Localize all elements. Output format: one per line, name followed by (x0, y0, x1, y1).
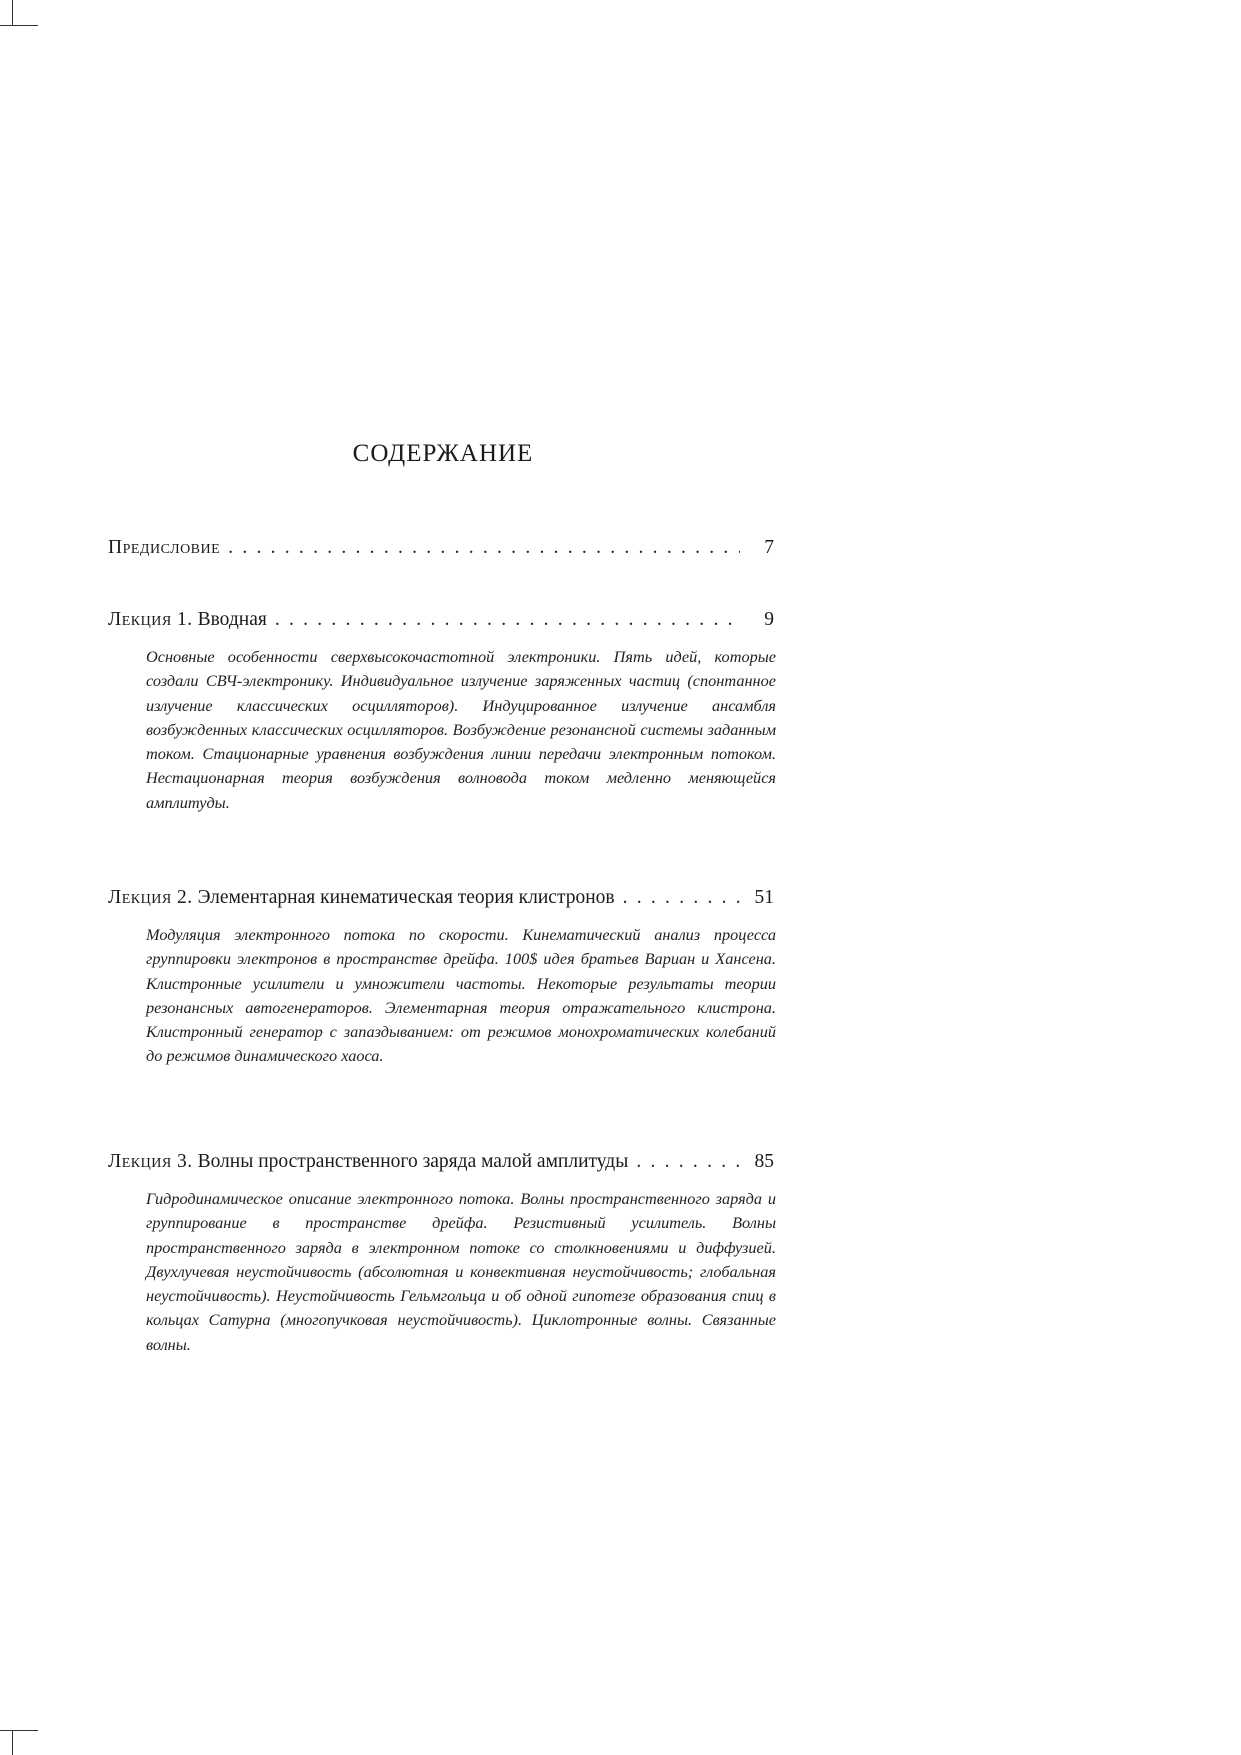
toc-entry-title: Волны пространственного заряда малой амплитуды (197, 1151, 629, 1172)
toc-entry-page-number: 9 (764, 609, 774, 630)
toc-leader-dots (275, 609, 740, 631)
toc-entry-title: Вводная (197, 609, 267, 630)
toc-entry-prefix: Предисловие (108, 537, 221, 558)
toc-entry-label (108, 609, 267, 631)
toc-entry-heading (108, 537, 774, 559)
toc-entry-heading (108, 887, 774, 909)
toc-entry-prefix: Лекция 2. (108, 887, 193, 908)
toc-entry-heading (108, 609, 774, 631)
toc-entry-description: Основные особенности сверхвысокочастотной электроники. Пять идей, которые создали СВЧ-электронику. Индивидуальное излучение заряженных частиц (спонтанное излучение классических осцилляторов). Индуцированное излучение ансамбля возбужденных классических осцилляторов. Возбуждение резонансной системы заданным током. Стационарные уравнения возбуждения линии передачи электронным потоком. Нестационарная теория возбуждения волновода током медленно меняющейся амплитуды. (146, 647, 776, 812)
crop-mark-bottom-vertical (12, 1730, 13, 1755)
toc-entry-description: Модуляция электронного потока по скорости. Кинематический анализ процесса группировки электронов в пространстве дрейфа. 100$ идея братьев Вариан и Хансена. Клистронные усилители и умножители частоты. Некоторые результаты теории резонансных автогенераторов. Элементарная теория отражательного клистрона. Клистронный генератор с запаздыванием: от режимов монохроматических колебаний до режимов динамического хаоса. (146, 925, 776, 1066)
toc-entry-page-number: 85 (754, 1151, 774, 1172)
toc-entry-label (108, 1151, 628, 1173)
toc-entry-preface[interactable] (108, 537, 774, 559)
toc-entry-title: Элементарная кинематическая теория клистронов (197, 887, 615, 908)
toc-entry-prefix: Лекция 1. (108, 609, 193, 630)
crop-mark-top-horizontal (0, 25, 38, 26)
crop-mark-top-vertical (12, 0, 13, 26)
toc-leader-dots (228, 537, 740, 559)
page-title: СОДЕРЖАНИЕ (352, 440, 534, 467)
toc-entry-lecture-1[interactable] (108, 609, 774, 815)
toc-entry-description: Гидродинамическое описание электронного потока. Волны пространственного заряда и группирование в пространстве дрейфа. Резистивный усилитель. Волны пространственного заряда в электронном потоке со столкновениями и диффузией. Двухлучевая неустойчивость (абсолютная и конвективная неустойчивость; глобальная неустойчивость). Неустойчивость Гельмгольца и об одной гипотезе образования спиц в кольцах Сатурна (многопучковая неустойчивость). Циклотронные волны. Связанные волны. (146, 1189, 776, 1354)
toc-leader-dots (623, 887, 740, 909)
toc-entry-heading (108, 1151, 774, 1173)
crop-mark-bottom-horizontal (0, 1730, 38, 1731)
toc-entry-page-number: 51 (754, 887, 774, 908)
toc-entry-lecture-2[interactable] (108, 887, 774, 1069)
toc-entry-lecture-3[interactable] (108, 1151, 774, 1357)
toc-entry-label (108, 887, 615, 909)
toc-entry-page-number: 7 (764, 537, 774, 558)
toc-leader-dots (636, 1151, 740, 1173)
toc-entry-prefix: Лекция 3. (108, 1151, 193, 1172)
